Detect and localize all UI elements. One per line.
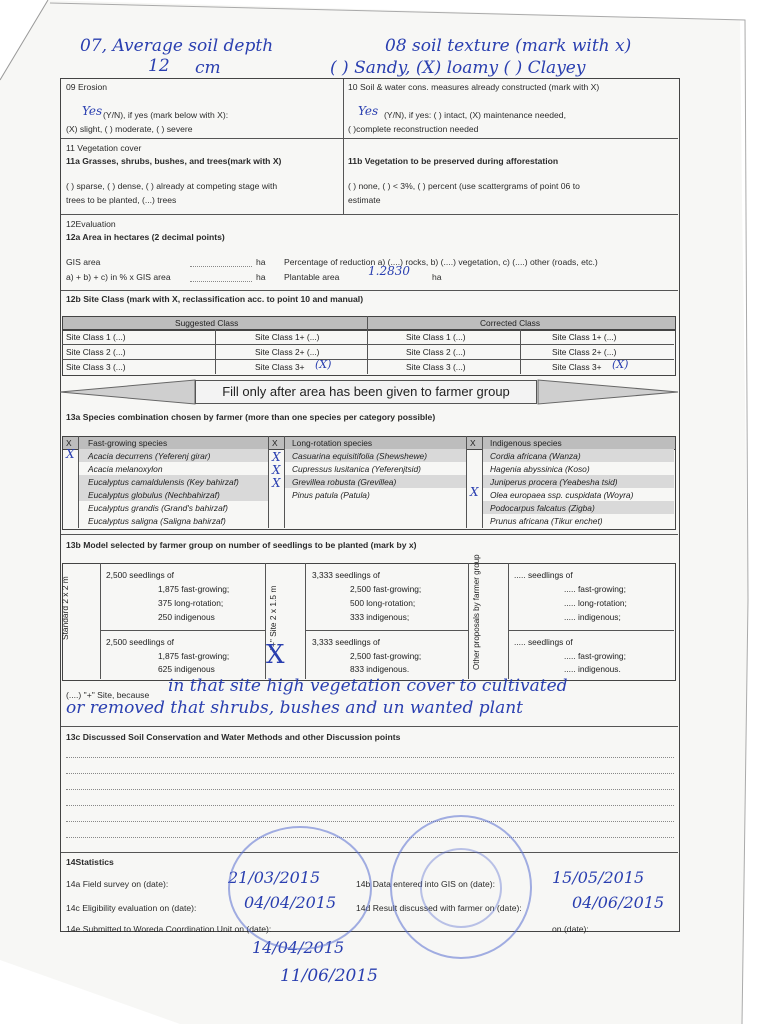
soil-water-line2: ( )complete reconstruction needed [348,124,479,134]
divider [61,290,678,291]
corr-site-class-2-plus: Site Class 2+ (...) [552,347,617,357]
corr-site-class-3: Site Class 3 (...) [406,362,466,372]
soil-depth-label: 07, Average soil depth [80,36,274,56]
because-hw-line2: or removed that shrubs, bushes and un wanted plant [66,698,523,718]
model-b1-2: 2,500 fast-growing; [350,584,422,594]
official-stamp-right-inner [420,848,502,928]
divider [268,436,269,528]
divider [215,329,216,374]
species-mark-1: X [66,447,75,461]
because-hw-line1: in that site high vegetation cover to cultivated [168,676,568,696]
fast-species-3: Eucalyptus camaldulensis (Key bahirzaf) [88,477,239,487]
evaluation-a-title: 12a Area in hectares (2 decimal points) [66,232,225,242]
model-b1-3: 500 long-rotation; [350,598,416,608]
x-col-3: X [470,438,476,448]
erosion-title: 09 Erosion [66,82,108,92]
dots [190,266,252,267]
long-rotation-header: Long-rotation species [292,438,373,448]
vegetation-b-line1: ( ) none, ( ) < 3%, ( ) percent (use scattergrams of point 06 to [348,181,580,191]
model-a1-2: 1,875 fast-growing; [158,584,230,594]
vegetation-b-line2: estimate [348,195,381,205]
standard-label: Standard 2 x 2 m [60,576,70,640]
vegetation-b-title: 11b Vegetation to be preserved during afforestation [348,156,559,166]
species-mark-5: X [470,485,479,499]
formula-unit: ha [256,272,266,282]
plantable-value: 1.2830 [368,264,410,278]
dots [66,805,674,806]
x-col-1: X [66,438,72,448]
vegetation-a-line2: trees to be planted, (...) trees [66,195,177,205]
divider [305,630,468,631]
gis-area-label: GIS area [66,257,101,267]
corr-site-class-1: Site Class 1 (...) [406,332,466,342]
fill-only-banner: Fill only after area has been given to farmer group [195,380,537,404]
stat-14d: 14d Result discussed with farmer on (date): [356,903,522,913]
site-class-1-plus: Site Class 1+ (...) [255,332,320,342]
statistics-title: 14Statistics [66,857,114,867]
soil-texture-options: ( ) Sandy, (X) loamy ( ) Clayey [330,58,586,78]
model-c1-1: ..... seedlings of [514,570,573,580]
vegetation-a-line1: ( ) sparse, ( ) dense, ( ) already at competing stage with [66,181,278,191]
model-a2-1: 2,500 seedlings of [106,637,174,647]
x-col-2: X [272,438,278,448]
stat-14c: 14c Eligibility evaluation on (date): [66,903,197,913]
divider [367,316,368,374]
model-a2-3: 625 indigenous [158,664,215,674]
because-label: (....) "+" Site, because [66,690,150,700]
erosion-answer: Yes [82,104,103,118]
divider [61,138,678,139]
long-species-2: Cupressus lusitanica (Yeferenjtsid) [292,464,421,474]
soil-water-line1: (Y/N), if yes: ( ) intact, (X) maintenance needed, [384,110,566,120]
fast-species-1: Acacia decurrens (Yeferenj girar) [88,451,211,461]
site-class-2-plus: Site Class 2+ (...) [255,347,320,357]
divider [100,563,101,679]
official-stamp-left [228,826,372,950]
erosion-options: (X) slight, ( ) moderate, ( ) severe [66,124,193,134]
species-title: 13a Species combination chosen by farmer (more than one species per category possible) [66,412,436,422]
plus-site-label: "+" Site 2 x 1.5 m [268,585,278,650]
reduction-text: Percentage of reduction a) (....) rocks, b) (....) vegetation, c) (....) other (roads, etc.) [284,257,598,267]
dots [190,281,252,282]
fast-species-2: Acacia melanoxylon [88,464,163,474]
dots [66,837,674,838]
dots [66,757,674,758]
indig-species-6: Prunus africana (Tikur enchet) [490,516,603,526]
model-a2-2: 1,875 fast-growing; [158,651,230,661]
model-c1-3: ..... long-rotation; [564,598,627,608]
model-c2-3: ..... indigenous. [564,664,621,674]
fast-species-4: Eucalyptus globulus (Nechbahirzaf) [88,490,220,500]
fast-species-5: Eucalyptus grandis (Grand's bahirzaf) [88,503,228,513]
corr-site-class-2: Site Class 2 (...) [406,347,466,357]
site-class-3-plus: Site Class 3+ [255,362,305,372]
fast-species-6: Eucalyptus saligna (Saligna bahirzaf) [88,516,226,526]
divider [61,534,678,535]
vegetation-title: 11 Vegetation cover [66,143,142,153]
divider [305,563,306,679]
stat-14e-date-label: on (date): [552,924,589,934]
model-c2-1: ..... seedlings of [514,637,573,647]
stat-14b-value: 15/05/2015 [552,868,645,887]
stat-14e-value: 14/04/2015 [252,938,345,957]
gis-area-unit: ha [256,257,266,267]
divider [100,630,265,631]
long-species-3: Grevillea robusta (Grevillea) [292,477,397,487]
long-species-1: Casuarina equisitifolia (Shewshewe) [292,451,427,461]
indig-species-4: Olea europaea ssp. cuspidata (Woyra) [490,490,634,500]
long-species-4: Pinus patula (Patula) [292,490,370,500]
soil-texture-label: 08 soil texture (mark with x) [385,36,632,56]
indig-species-5: Podocarpus falcatus (Zigba) [490,503,595,513]
model-b2-3: 833 indigenous. [350,664,410,674]
indigenous-header: Indigenous species [490,438,562,448]
vegetation-a-title: 11a Grasses, shrubs, bushes, and trees(mark with X) [66,156,282,166]
model-b2-2: 2,500 fast-growing; [350,651,422,661]
model-mark: X [266,640,285,670]
dots [66,821,674,822]
corr-site-class-1-plus: Site Class 1+ (...) [552,332,617,342]
model-b1-4: 333 indigenous; [350,612,410,622]
plantable-label: Plantable area [284,272,340,282]
divider [61,726,678,727]
soil-water-answer: Yes [358,104,379,118]
soil-depth-value: 12 [148,56,170,76]
soil-water-title: 10 Soil & water cons. measures already constructed (mark with X) [348,82,600,92]
divider [61,852,678,853]
corr-site-class-3-plus-mark: (X) [612,358,629,371]
model-b1-1: 3,333 seedlings of [312,570,380,580]
site-class-2: Site Class 2 (...) [66,347,126,357]
suggested-class-label: Suggested Class [175,318,239,328]
erosion-question: (Y/N), if yes (mark below with X): [103,110,229,120]
site-class-1: Site Class 1 (...) [66,332,126,342]
stat-14c-value: 04/04/2015 [244,893,337,912]
divider [468,563,469,679]
species-mark-4: X [272,476,281,490]
divider [62,344,674,345]
corr-site-class-3-plus: Site Class 3+ [552,362,602,372]
model-c1-2: ..... fast-growing; [564,584,626,594]
dots [66,773,674,774]
divider [61,214,678,215]
dots [66,789,674,790]
stat-14b: 14b Data entered into GIS on (date): [356,879,496,889]
divider [508,563,509,679]
species-mark-2: X [272,450,281,464]
indig-species-3: Juniperus procera (Yeabesha tsid) [490,477,618,487]
divider [343,79,344,215]
soil-depth-unit: cm [195,58,221,78]
species-mark-3: X [272,463,281,477]
evaluation-title: 12Evaluation [66,219,116,229]
stat-14d-value: 04/06/2015 [572,893,665,912]
stat-14a: 14a Field survey on (date): [66,879,169,889]
divider [466,436,467,528]
model-c1-4: ..... indigenous; [564,612,621,622]
discussion-title: 13c Discussed Soil Conservation and Water Methods and other Discussion points [66,732,401,742]
corrected-class-label: Corrected Class [480,318,541,328]
site-class-3: Site Class 3 (...) [66,362,126,372]
model-title: 13b Model selected by farmer group on number of seedlings to be planted (mark by x) [66,540,417,550]
divider [520,329,521,374]
site-class-3-plus-mark: (X) [315,358,332,371]
model-a1-4: 250 indigenous [158,612,215,622]
plantable-unit: ha [432,272,442,282]
site-class-title: 12b Site Class (mark with X, reclassification acc. to point 10 and manual) [66,294,364,304]
indig-species-1: Cordia africana (Wanza) [490,451,581,461]
model-a1-1: 2,500 seedlings of [106,570,174,580]
divider [62,359,674,360]
formula-label: a) + b) + c) in % x GIS area [66,272,171,282]
model-b2-1: 3,333 seedlings of [312,637,380,647]
model-c2-2: ..... fast-growing; [564,651,626,661]
stat-14e: 14e Submitted to Woreda Coordination Unit on (date): [66,924,272,934]
stat-final-date: 11/06/2015 [280,966,378,986]
divider [508,630,674,631]
fast-growing-header: Fast-growing species [88,438,168,448]
indig-species-2: Hagenia abyssinica (Koso) [490,464,590,474]
model-a1-3: 375 long-rotation; [158,598,224,608]
stat-14a-value: 21/03/2015 [228,868,321,887]
other-proposals-label: Other proposals by farmer group [472,554,481,670]
